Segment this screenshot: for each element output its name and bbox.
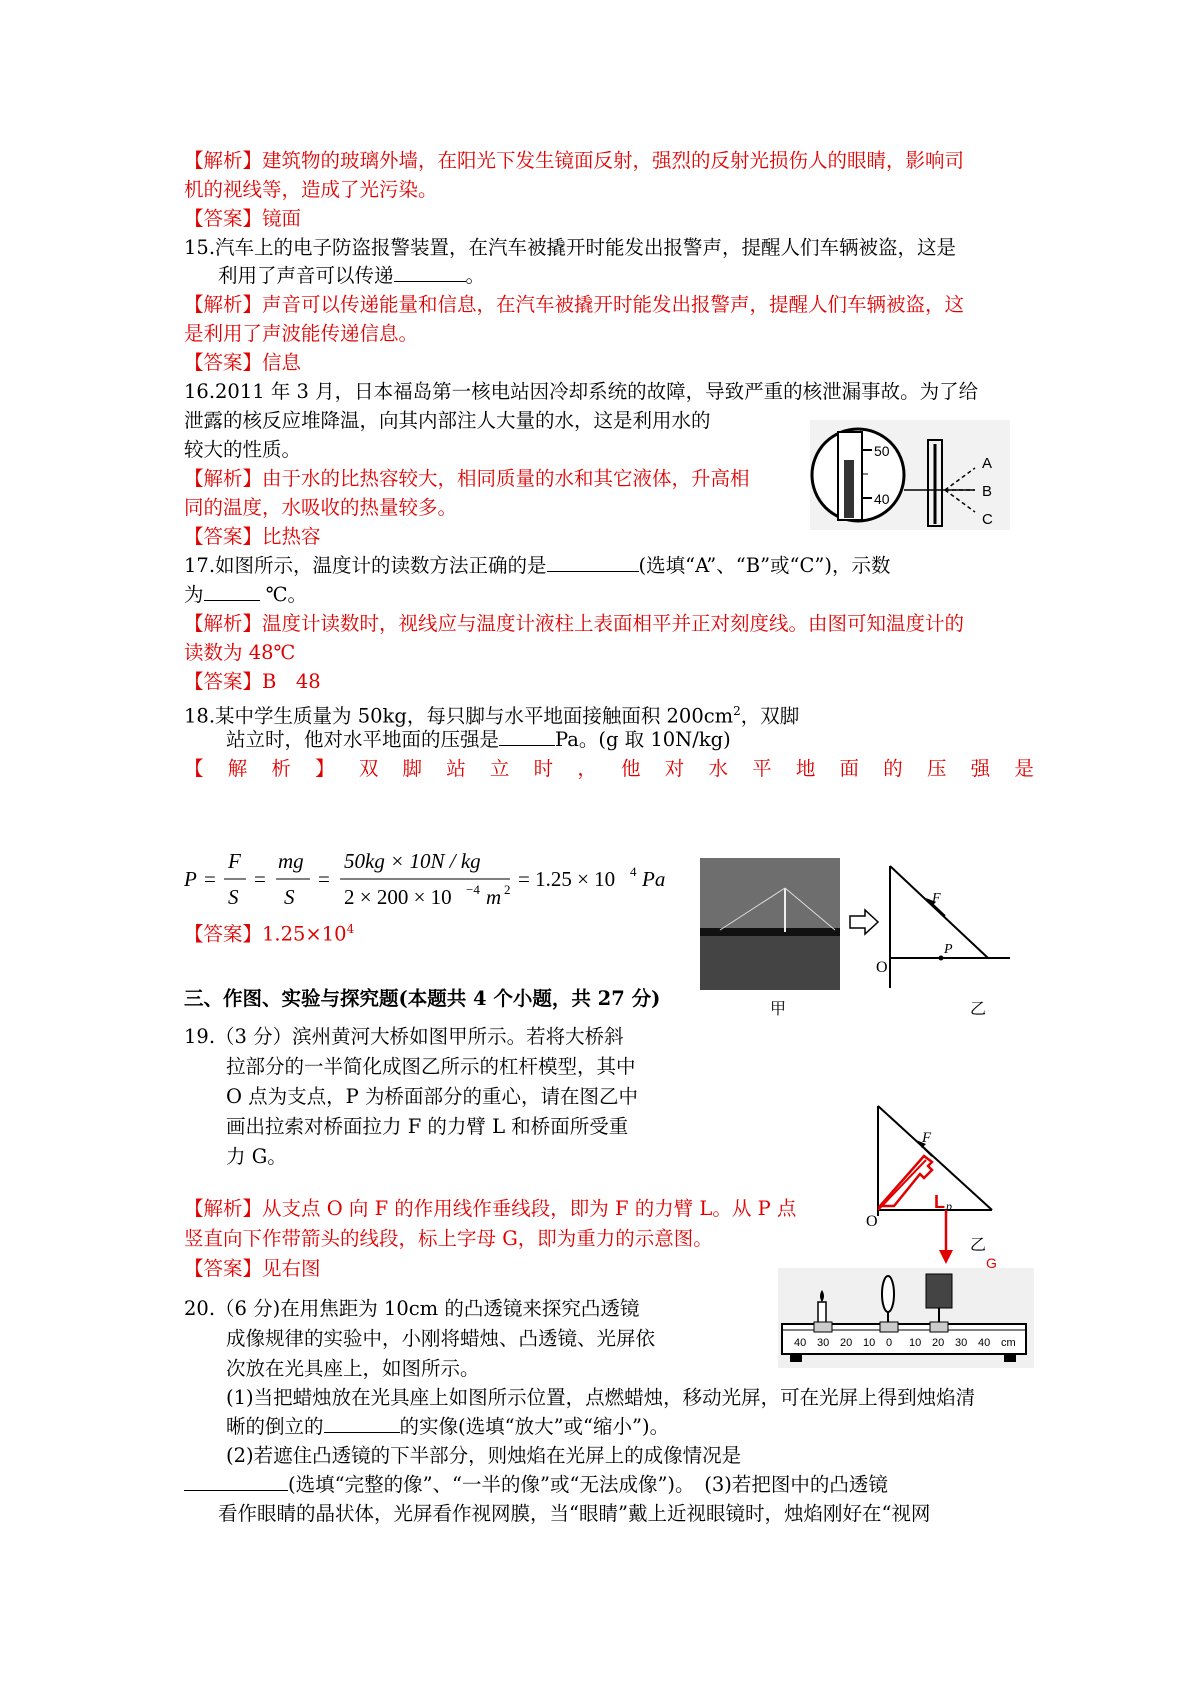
- question-18-unit: Pa。(g 取 10N/kg): [555, 728, 731, 751]
- question-20: 20.（6 分)在用焦距为 10cm 的凸透镜来探究凸透镜: [184, 1297, 640, 1320]
- question-18: [184, 698, 799, 730]
- question-18-cont: [226, 727, 731, 753]
- thermo-label-a: A: [982, 455, 993, 472]
- formula-eq2: =: [254, 867, 266, 891]
- question-20-part3: 看作眼睛的晶状体，光屏看作视网膜，当“眼睛”戴上近视眼镜时，烛焰刚好在“视网: [218, 1502, 931, 1525]
- answer-18-sup: 4: [346, 922, 355, 936]
- question-20-part1-options: 的实像(选填“放大”或“缩小”)。: [399, 1415, 670, 1438]
- analysis-14-cont: 机的视线等，造成了光污染。: [184, 178, 438, 201]
- question-17-text2: 为: [184, 583, 204, 606]
- question-17: [184, 553, 891, 579]
- formula-denominator: 2 × 200 × 10: [344, 885, 452, 908]
- lever-label-o: O: [866, 1213, 878, 1230]
- thermometer-figure: [810, 420, 1010, 530]
- question-19: 19.（3 分）滨州黄河大桥如图甲所示。若将大桥斜: [184, 1025, 624, 1048]
- thermo-label-40: 40: [874, 491, 890, 507]
- analysis-18-char: 他: [621, 757, 641, 780]
- analysis-14: 【解析】建筑物的玻璃外墙，在阳光下发生镜面反射，强烈的反射光损伤人的眼睛，影响司: [184, 149, 965, 172]
- question-20-part2-options: (选填“完整的像”、“一半的像”或“无法成像”)。 (3)若把图中的凸透镜: [288, 1473, 888, 1496]
- analysis-19-cont: 竖直向下作带箭头的线段，标上字母 G，即为重力的示意图。: [184, 1227, 713, 1250]
- question-17-unit: ℃。: [259, 583, 308, 606]
- bench-tick-label: 30: [817, 1337, 830, 1349]
- question-20-part2: (2)若遮住凸透镜的下半部分，则烛焰在光屏上的成像情况是: [226, 1444, 742, 1467]
- bench-tick-label: 30: [955, 1337, 968, 1349]
- formula-s2: S: [284, 885, 295, 908]
- formula-eq3: =: [318, 867, 330, 891]
- formula-den-unit-exp: 2: [504, 882, 511, 897]
- bench-tick-label: 0: [886, 1337, 893, 1349]
- question-19-cont4: 力 G。: [226, 1145, 287, 1168]
- analysis-18-char: 立: [489, 757, 510, 780]
- question-17-options: (选填“A”、“B”或“C”)，示数: [638, 554, 891, 577]
- answer-14: 【答案】镜面: [184, 207, 302, 230]
- answer-15: 【答案】信息: [184, 351, 302, 374]
- question-16-cont: 泄露的核反应堆降温，向其内部注人大量的水，这是利用水的: [184, 409, 711, 432]
- answer-blank: [547, 553, 639, 572]
- thermo-label-b: B: [982, 483, 993, 500]
- question-20-cont: 成像规律的实验中，小刚将蜡烛、凸透镜、光屏依: [226, 1327, 656, 1350]
- formula-den-unit: m: [486, 885, 502, 908]
- section-three-heading: 三、作图、实验与探究题(本题共 4 个小题，共 27 分): [184, 987, 661, 1010]
- analysis-18-char: 对: [664, 757, 685, 780]
- formula-result: = 1.25 × 10: [518, 867, 616, 891]
- analysis-16-cont: 同的温度，水吸收的热量较多。: [184, 496, 458, 519]
- formula-eq1: =: [204, 867, 216, 891]
- analysis-17: 【解析】温度计读数时，视线应与温度计液柱上表面相平并正对刻度线。由图可知温度计的: [184, 612, 965, 635]
- question-15-text: 利用了声音可以传递: [218, 264, 394, 287]
- answer-blank: [184, 1472, 288, 1491]
- bridge-label-yi: 乙: [970, 999, 987, 1016]
- analysis-18-char: 面: [839, 757, 860, 780]
- question-20-part1-cont: [226, 1414, 669, 1440]
- answer-17: 【答案】B 48: [184, 670, 321, 693]
- optical-bench-figure: [778, 1268, 1034, 1368]
- analysis-18-char: 压: [926, 757, 947, 780]
- lever-label-f: F: [922, 1130, 932, 1146]
- answer-18-text: 【答案】1.25×10: [184, 922, 347, 946]
- bridge-label-p: P: [944, 942, 953, 957]
- answer-18: [184, 916, 354, 948]
- formula-result-exp: 4: [630, 864, 637, 879]
- analysis-15: 【解析】声音可以传递能量和信息，在汽车被撬开时能发出报警声，提醒人们车辆被盗，这: [184, 293, 965, 316]
- analysis-17-cont: 读数为 48℃: [184, 641, 296, 664]
- question-20-cont2: 次放在光具座上，如图所示。: [226, 1357, 480, 1380]
- question-19-cont2: O 点为支点，P 为桥面部分的重心，请在图乙中: [226, 1085, 639, 1108]
- question-20-part1-text: 晰的倒立的: [226, 1415, 324, 1438]
- answer-19: 【答案】见右图: [184, 1257, 321, 1280]
- question-15: 15.汽车上的电子防盗报警装置，在汽车被撬开时能发出报警声，提醒人们车辆被盗，这是: [184, 236, 957, 259]
- thermo-label-c: C: [982, 511, 993, 528]
- answer-16: 【答案】比热容: [184, 525, 321, 548]
- question-17-cont: [184, 582, 307, 608]
- bridge-label-f: F: [932, 891, 941, 906]
- formula-f: F: [228, 849, 241, 873]
- analysis-18: [184, 756, 1034, 782]
- analysis-18-char: 强: [970, 757, 991, 780]
- lever-label-g: G: [986, 1255, 997, 1268]
- question-18-text: 18.某中学生质量为 50kg，每只脚与水平地面接触面积 200cm: [184, 704, 734, 728]
- question-17-text: 17.如图所示，温度计的读数方法正确的是: [184, 554, 547, 577]
- bench-tick-label: 10: [909, 1337, 922, 1349]
- bench-tick-label: 20: [932, 1337, 945, 1349]
- lever-label-p: p: [946, 1199, 952, 1213]
- question-19-cont: 拉部分的一半简化成图乙所示的杠杆模型，其中: [226, 1055, 636, 1078]
- analysis-19: 【解析】从支点 O 向 F 的作用线作垂线段，即为 F 的力臂 L。从 P 点: [184, 1197, 797, 1220]
- question-20-part2-cont: [184, 1472, 888, 1498]
- question-18-text-end: ，双脚: [740, 704, 800, 728]
- bridge-label-o: O: [876, 959, 888, 976]
- question-19-cont3: 画出拉索对桥面拉力 F 的力臂 L 和桥面所受重: [226, 1115, 629, 1138]
- analysis-18-char: 水: [708, 757, 728, 780]
- answer-blank: [204, 582, 260, 601]
- question-18-text2: 站立时，他对水平地面的压强是: [226, 728, 500, 751]
- formula-s: S: [228, 885, 239, 908]
- question-15-end: 。: [465, 264, 486, 287]
- thermo-label-50: 50: [874, 443, 890, 459]
- analysis-18-char: 脚: [402, 757, 423, 780]
- formula-mg: mg: [278, 849, 304, 873]
- formula-result-unit: Pa: [642, 867, 666, 891]
- analysis-18-char: 双: [358, 757, 379, 780]
- analysis-15-cont: 是利用了声波能传递信息。: [184, 322, 419, 345]
- answer-blank: [394, 263, 466, 282]
- answer-blank: [324, 1414, 400, 1433]
- bench-tick-label: 40: [978, 1337, 991, 1349]
- bench-tick-label: cm: [1001, 1337, 1016, 1349]
- analysis-18-char: 】: [315, 757, 335, 780]
- bench-tick-label: 40: [794, 1337, 807, 1349]
- formula-den-exp: −4: [466, 882, 480, 897]
- analysis-18-char: 析: [271, 757, 291, 780]
- bridge-label-jia: 甲: [770, 999, 787, 1016]
- lever-label-yi: 乙: [970, 1235, 987, 1254]
- analysis-18-char: 时: [533, 757, 554, 780]
- analysis-18-char: 平: [752, 757, 772, 780]
- question-18-sup: 2: [733, 704, 741, 718]
- analysis-18-char: ，: [577, 757, 597, 780]
- answer-blank: [499, 727, 555, 746]
- question-16-cont2: 较大的性质。: [184, 438, 302, 461]
- lever-label-l: L: [934, 1192, 945, 1212]
- question-20-part1: (1)当把蜡烛放在光具座上如图所示位置，点燃蜡烛，移动光屏，可在光屏上得到烛焰清: [226, 1386, 976, 1409]
- analysis-18-char: 地: [795, 757, 816, 780]
- lever-answer-figure: [850, 1098, 1010, 1268]
- analysis-18-char: 解: [227, 757, 248, 780]
- analysis-16: 【解析】由于水的比热容较大，相同质量的水和其它液体，升高相: [184, 467, 750, 490]
- bridge-figure: [700, 858, 1020, 1016]
- analysis-18-char: 是: [1014, 757, 1034, 780]
- formula-numerator: 50kg × 10N / kg: [344, 849, 481, 873]
- analysis-18-char: 的: [883, 757, 903, 780]
- bench-tick-label: 20: [840, 1337, 853, 1349]
- bench-tick-label: 10: [863, 1337, 876, 1349]
- question-16: 16.2011 年 3 月，日本福岛第一核电站因冷却系统的故障，导致严重的核泄漏事故。为了给: [184, 380, 979, 403]
- analysis-18-char: 站: [446, 757, 466, 780]
- question-15-cont: [218, 263, 485, 289]
- analysis-18-char: 【: [184, 757, 204, 780]
- formula-p: P: [184, 867, 197, 891]
